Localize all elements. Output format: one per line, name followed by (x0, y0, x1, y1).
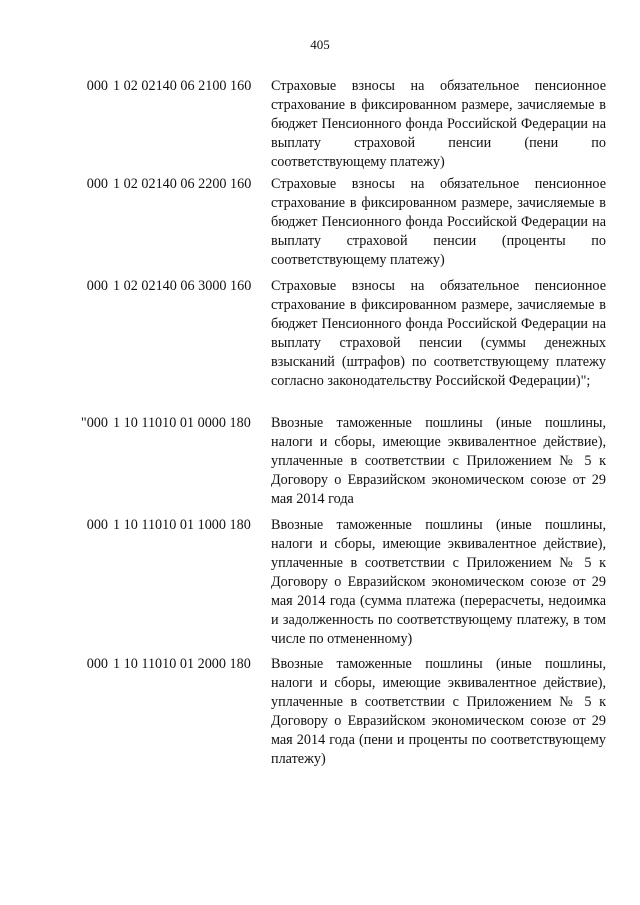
admin-code: 000 (86, 517, 108, 533)
income-description: Ввозные таможенные пошлины (иные пошлины, налоги и сборы, имеющие эквивалентное действие), уплаченные в соответствии с Приложением № 5 к Договору о Евразийском экономическом союзе от 29 мая 2014 года (271, 415, 606, 507)
admin-code: 000 (86, 78, 108, 94)
income-description: Ввозные таможенные пошлины (иные пошлины, налоги и сборы, имеющие эквивалентное действие), уплаченные в соответствии с Приложением № 5 к Договору о Евразийском экономическом союзе от 29 мая 2014 года (пени и проценты по соответствующему платежу) (271, 656, 606, 767)
budget-classification-code: 1 02 02140 06 3000 160 (113, 278, 252, 294)
admin-code: 000 (86, 176, 108, 192)
income-description: Страховые взносы на обязательное пенсионное страхование в фиксированном размере, зачисляемые в бюджет Пенсионного фонда Российской Федерации на выплату страховой пенсии (пени по соответствующему платежу) (271, 78, 606, 170)
income-description: Страховые взносы на обязательное пенсионное страхование в фиксированном размере, зачисляемые в бюджет Пенсионного фонда Российской Федерации на выплату страховой пенсии (проценты по соответствующему платежу) (271, 176, 606, 268)
budget-classification-code: 1 10 11010 01 0000 180 (113, 415, 251, 431)
budget-classification-code: 1 02 02140 06 2100 160 (113, 78, 252, 94)
income-description: Страховые взносы на обязательное пенсионное страхование в фиксированном размере, зачисляемые в бюджет Пенсионного фонда Российской Федерации на выплату страховой пенсии (суммы денежных взысканий (штрафов) по соответствующему платежу согласно законодательству Российской Федерации)"; (271, 278, 606, 389)
page-number: 405 (310, 37, 330, 52)
budget-classification-code: 1 10 11010 01 2000 180 (113, 656, 251, 672)
admin-code: "000 (80, 415, 108, 431)
income-description: Ввозные таможенные пошлины (иные пошлины, налоги и сборы, имеющие эквивалентное действие), уплаченные в соответствии с Приложением № 5 к Договору о Евразийском экономическом союзе от 29 мая 2014 года (сумма платежа (перерасчеты, недоимка и задолженность по соответствующему платежу, в том числе по отмененному) (271, 517, 606, 647)
budget-classification-code: 1 02 02140 06 2200 160 (113, 176, 252, 192)
admin-code: 000 (86, 656, 108, 672)
budget-classification-code: 1 10 11010 01 1000 180 (113, 517, 251, 533)
admin-code: 000 (86, 278, 108, 294)
